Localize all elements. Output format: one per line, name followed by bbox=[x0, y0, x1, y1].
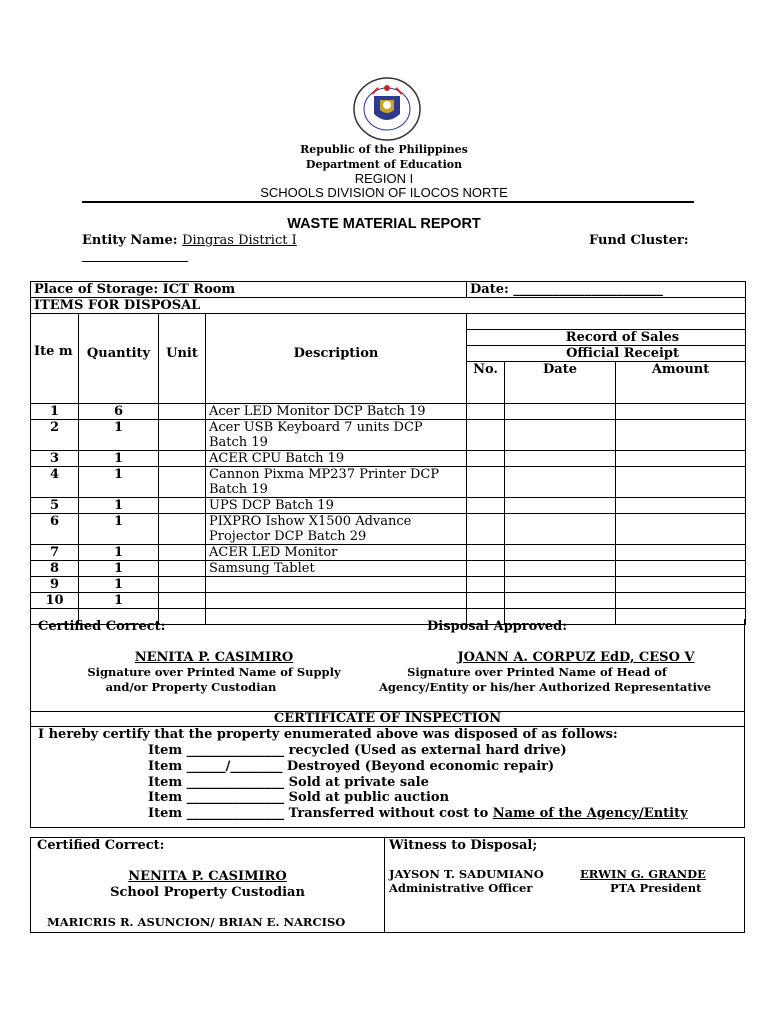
approver-role-2: Agency/Entity or his/her Authorized Representative bbox=[378, 680, 712, 694]
inspection-line-4: Item _______________ Sold at public auction bbox=[148, 790, 450, 805]
table-row: 9 1 bbox=[31, 577, 746, 593]
entity-name-row bbox=[82, 233, 297, 248]
col-no-header: No. bbox=[467, 362, 505, 404]
table-row: 5 1 UPS DCP Batch 19 bbox=[31, 498, 746, 514]
table-row: 7 1 ACER LED Monitor bbox=[31, 545, 746, 561]
inspection-title: CERTIFICATE OF INSPECTION bbox=[31, 711, 744, 727]
table-row: 6 1 PIXPRO Ishow X1500 Advance Projector DCP Batch 29 bbox=[31, 514, 746, 545]
inspection-intro: I hereby certify that the property enumerated above was disposed of as follows: bbox=[38, 727, 618, 742]
deped-seal-logo bbox=[352, 76, 422, 142]
table-row: 2 1 Acer USB Keyboard 7 units DCP Batch 19 bbox=[31, 420, 746, 451]
other-custodians: MARICRIS R. ASUNCION/ BRIAN E. NARCISO bbox=[47, 915, 346, 929]
entity-value: Dingras District I bbox=[182, 233, 297, 248]
table-row: 3 1 ACER CPU Batch 19 bbox=[31, 451, 746, 467]
table-row: 1 6 Acer LED Monitor DCP Batch 19 bbox=[31, 404, 746, 420]
col-description-header: Description bbox=[206, 314, 467, 404]
witness-label: Witness to Disposal; bbox=[389, 838, 538, 853]
witness-1-name: JAYSON T. SADUMIANO bbox=[389, 867, 544, 881]
header-rule bbox=[82, 201, 694, 203]
table-row: 4 1 Cannon Pixma MP237 Printer DCP Batch 19 bbox=[31, 467, 746, 498]
col-quantity-header: Quantity bbox=[79, 314, 159, 404]
storage-cell: Place of Storage: ICT Room bbox=[31, 282, 467, 298]
certified-correct-label: Certified Correct: bbox=[38, 619, 166, 634]
certificate-of-inspection bbox=[30, 711, 745, 828]
agency-entity-link: Name of the Agency/Entity bbox=[492, 806, 688, 821]
supply-custodian-role-2: and/or Property Custodian bbox=[105, 680, 277, 694]
bottom-certified-label: Certified Correct: bbox=[37, 838, 165, 853]
bottom-signatures bbox=[30, 837, 745, 933]
col-unit-header: Unit bbox=[159, 314, 206, 404]
disposal-table bbox=[30, 281, 746, 625]
fund-cluster-label: Fund Cluster: bbox=[589, 233, 689, 248]
inspection-line-1: Item _______________ recycled (Used as external hard drive) bbox=[148, 743, 567, 758]
record-of-sales-header: Record of Sales bbox=[467, 330, 746, 346]
approver-name: JOANN A. CORPUZ EdD, CESO V bbox=[457, 650, 695, 665]
school-custodian-role: School Property Custodian bbox=[110, 885, 305, 900]
witness-2-role: PTA President bbox=[610, 881, 702, 895]
col-date-header: Date bbox=[505, 362, 616, 404]
inspection-line-3: Item _______________ Sold at private sale bbox=[148, 775, 429, 790]
witness-1-role: Administrative Officer bbox=[389, 881, 533, 895]
approver-role-1: Signature over Printed Name of Head of bbox=[407, 665, 667, 679]
department-text: Department of Education bbox=[305, 158, 463, 171]
region-text: REGION I bbox=[354, 171, 414, 186]
school-custodian-name: NENITA P. CASIMIRO bbox=[128, 869, 287, 884]
col-amount-header: Amount bbox=[616, 362, 746, 404]
disposal-approved-label: Disposal Approved: bbox=[427, 619, 567, 634]
division-text: SCHOOLS DIVISION OF ILOCOS NORTE bbox=[260, 185, 508, 200]
witness-2-name: ERWIN G. GRANDE bbox=[580, 867, 706, 881]
report-title: WASTE MATERIAL REPORT bbox=[287, 216, 481, 232]
certified-approved-section bbox=[30, 619, 745, 712]
entity-label: Entity Name: bbox=[82, 233, 178, 248]
inspection-line-2: Item ______/________ Destroyed (Beyond economic repair) bbox=[148, 759, 555, 774]
supply-custodian-name: NENITA P. CASIMIRO bbox=[134, 650, 294, 665]
supply-custodian-role-1: Signature over Printed Name of Supply bbox=[87, 665, 341, 679]
items-for-disposal: ITEMS FOR DISPOSAL bbox=[31, 298, 746, 314]
official-receipt-header: Official Receipt bbox=[467, 346, 746, 362]
fund-cluster-blank bbox=[82, 261, 188, 262]
bottom-divider bbox=[384, 838, 385, 932]
table-row: 8 1 Samsung Tablet bbox=[31, 561, 746, 577]
inspection-line-5: Item _______________ Transferred without cost to Name of the Agency/Entity bbox=[148, 806, 688, 821]
col-item-header: Ite m bbox=[31, 314, 79, 404]
date-cell: Date: _______________________ bbox=[467, 282, 746, 298]
republic-text: Republic of the Philippines bbox=[300, 143, 468, 156]
table-row: 10 1 bbox=[31, 593, 746, 609]
